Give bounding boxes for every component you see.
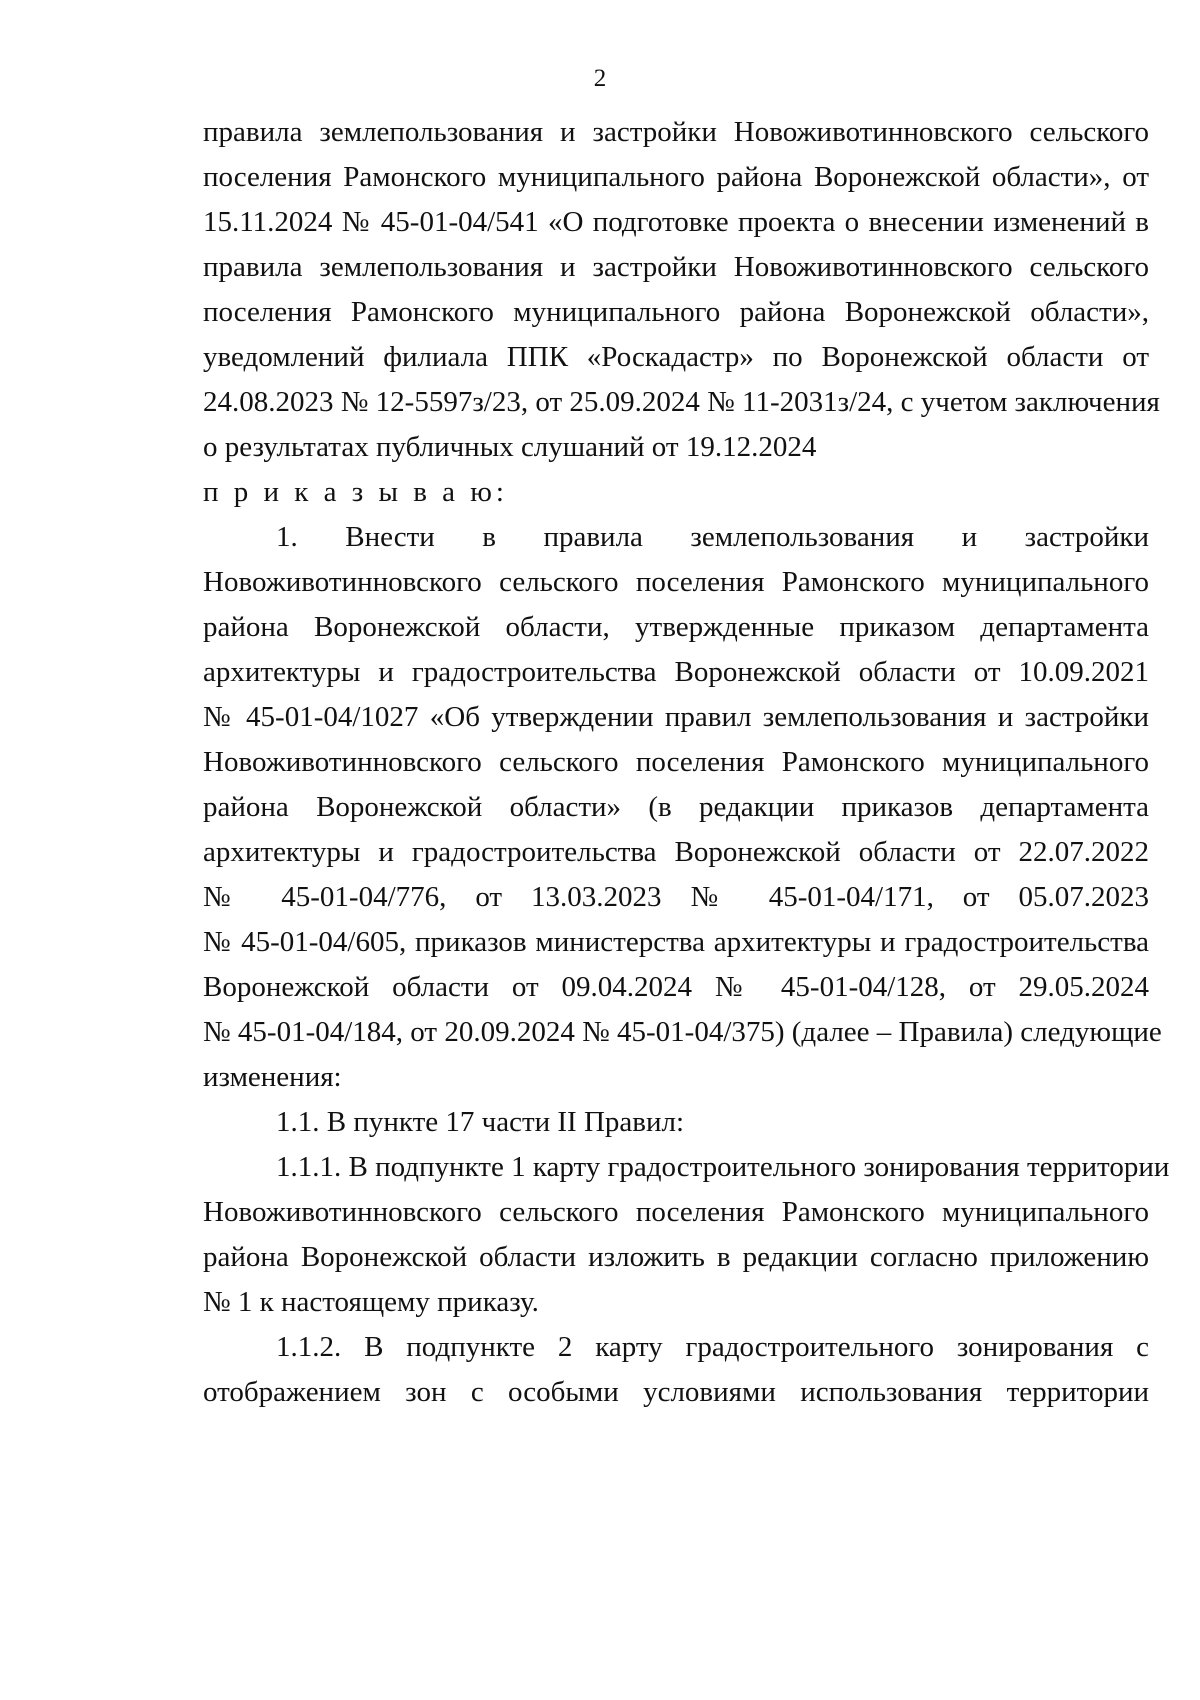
paragraph-1-1-2-start: 1.1.2. В подпункте 2 карту градостроительного зонирования с [276,1331,1149,1363]
page-number: 2 [593,65,607,92]
text-line: поселения Рамонского муниципального района Воронежской области», от [203,161,1149,193]
text-line: 15.11.2024 № 45-01-04/541 «О подготовке проекта о внесении изменений в [203,206,1149,238]
text-line: о результатах публичных слушаний от 19.12.2024 [203,431,817,463]
text-line: Новоживотинновского сельского поселения Рамонского муниципального [203,746,1149,778]
text-line: архитектуры и градостроительства Воронежской области от 22.07.2022 [203,836,1149,868]
text-line: района Воронежской области, утвержденные приказом департамента [203,611,1149,643]
text-line: Воронежской области от 09.04.2024 № 45-01-04/128, от 29.05.2024 [203,971,1149,1003]
text-line: правила землепользования и застройки Новоживотинновского сельского [203,116,1149,148]
text-line: уведомлений филиала ППК «Роскадастр» по Воронежской области от [203,341,1149,373]
text-line: № 45-01-04/184, от 20.09.2024 № 45-01-04/375) (далее – Правила) следующие [203,1016,1162,1048]
paragraph-1-1-1-start: 1.1.1. В подпункте 1 карту градостроительного зонирования территории [276,1151,1170,1183]
text-line: Новоживотинновского сельского поселения Рамонского муниципального [203,1196,1149,1228]
text-line: поселения Рамонского муниципального района Воронежской области», [203,296,1149,328]
text-line: района Воронежской области» (в редакции приказов департамента [203,791,1149,823]
text-line: № 45-01-04/605, приказов министерства архитектуры и градостроительства [203,926,1149,958]
text-line: № 45-01-04/1027 «Об утверждении правил землепользования и застройки [203,701,1149,733]
text-line: 24.08.2023 № 12-5597з/23, от 25.09.2024 № 11-2031з/24, с учетом заключения [203,386,1160,418]
text-line: изменения: [203,1061,342,1093]
paragraph-1-start: 1. Внести в правила землепользования и застройки [276,521,1149,553]
text-line: № 45-01-04/776, от 13.03.2023 № 45-01-04/171, от 05.07.2023 [203,881,1149,913]
text-line: отображением зон с особыми условиями использования территории [203,1376,1149,1408]
text-line: № 1 к настоящему приказу. [203,1286,539,1318]
text-line: Новоживотинновского сельского поселения Рамонского муниципального [203,566,1149,598]
paragraph-1-1: 1.1. В пункте 17 части II Правил: [276,1106,685,1138]
text-line: правила землепользования и застройки Новоживотинновского сельского [203,251,1149,283]
order-keyword: п р и к а з ы в а ю: [203,476,508,508]
text-line: района Воронежской области изложить в редакции согласно приложению [203,1241,1149,1273]
text-line: архитектуры и градостроительства Воронежской области от 10.09.2021 [203,656,1149,688]
